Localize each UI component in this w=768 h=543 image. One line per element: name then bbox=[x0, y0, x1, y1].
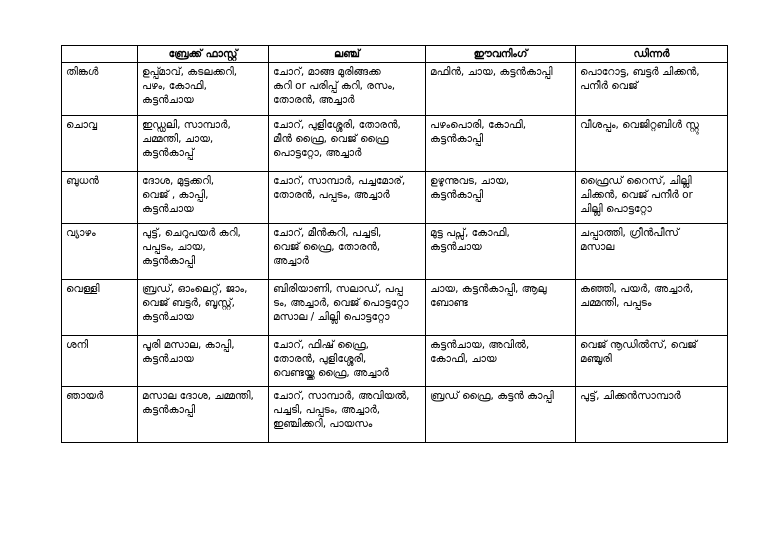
evening-cell bbox=[426, 280, 576, 336]
table-row bbox=[62, 336, 728, 387]
lunch-text: ചോറ്, പുളിശ്ശേരി, തോരൻ, മീൻ ഫ്രൈ, വെജ് ഫ്രൈ പൊട്ടറ്റോ, അച്ചാർ bbox=[273, 119, 401, 159]
breakfast-text: ഇഡ്ഡലി, സാമ്പാർ, ചമ്മന്തി, ചായ, കട്ടൻകാപ്പ് bbox=[142, 119, 231, 159]
dinner-text: ചപ്പാത്തി, ഗ്രീൻപീസ് മസാല bbox=[580, 227, 679, 253]
breakfast-cell bbox=[138, 224, 269, 280]
lunch-cell bbox=[269, 63, 426, 116]
table-row bbox=[62, 387, 728, 443]
day-cell bbox=[62, 172, 138, 224]
evening-cell bbox=[426, 387, 576, 443]
weekly-menu-table bbox=[61, 45, 728, 443]
dinner-text: വീശപ്പം, വെജിറ്റബിൾ സ്റ്റു bbox=[580, 119, 699, 131]
day-cell bbox=[62, 280, 138, 336]
table-row bbox=[62, 116, 728, 172]
breakfast-text: ദോശ, മുട്ടക്കറി, വെജ് , കാപ്പി, കട്ടൻചായ bbox=[142, 175, 215, 215]
day-label: വ്യാഴം bbox=[66, 227, 96, 239]
evening-text: മഫിൻ, ചായ, കട്ടൻകാപ്പി bbox=[430, 66, 553, 78]
evening-cell bbox=[426, 63, 576, 116]
evening-cell bbox=[426, 336, 576, 387]
evening-text: മുട്ട പപ്സ്, കോഫി, കട്ടൻചായ bbox=[430, 227, 510, 253]
header-lunch: ലഞ്ച് bbox=[269, 46, 426, 63]
evening-cell bbox=[426, 116, 576, 172]
day-label: ശനി bbox=[66, 339, 89, 351]
breakfast-cell bbox=[138, 387, 269, 443]
breakfast-text: പൂരി മസാല, കാപ്പി, കട്ടൻചായ bbox=[142, 339, 235, 365]
breakfast-cell bbox=[138, 336, 269, 387]
dinner-cell bbox=[576, 172, 728, 224]
lunch-text: ബിരിയാണി, സലാഡ്, പപ്പ ടം, അച്ചാർ, വെജ് പൊട്ടറ്റോ മസാല / ചില്ലി പൊട്ടറ്റോ bbox=[273, 283, 409, 323]
lunch-cell bbox=[269, 172, 426, 224]
dinner-text: ഫ്രൈഡ് റൈസ്, ചില്ലി ചിക്കൻ, വെജ് പനീർ or ചില്ലി പൊട്ടറ്റോ bbox=[580, 175, 693, 215]
breakfast-text: ബ്രഡ്, ഓംലെറ്റ്, ജാം, വെജ് ബട്ടർ, ബൂസ്റ്റ്, കട്ടൻചായ bbox=[142, 283, 248, 323]
breakfast-cell bbox=[138, 172, 269, 224]
table-row bbox=[62, 280, 728, 336]
evening-text: ബ്രഡ് ഫ്രൈ, കട്ടൻ കാപ്പി bbox=[430, 390, 554, 402]
dinner-cell bbox=[576, 336, 728, 387]
header-day bbox=[62, 46, 138, 63]
header-breakfast: ബ്രേക്ക് ഫാസ്റ്റ് bbox=[138, 46, 269, 63]
lunch-cell bbox=[269, 280, 426, 336]
breakfast-text: പുട്ട്, ചെറുപയർ കറി, പപ്പടം, ചായ, കട്ടൻകാപ്പി bbox=[142, 227, 241, 267]
lunch-text: ചോറ്, മാങ്ങ മുരിങ്ങക്ക കറി or പരിപ്പ് കറി, രസം, തോരൻ, അച്ചാർ bbox=[273, 66, 396, 106]
day-label: തിങ്കൾ bbox=[66, 66, 99, 78]
table-row bbox=[62, 63, 728, 116]
dinner-text: പൊറോട്ട, ബട്ടർ ചിക്കൻ, പനീർ വെജ് bbox=[580, 66, 700, 92]
day-label: വെള്ളി bbox=[66, 283, 100, 295]
header-evening: ഈവനിംഗ് bbox=[426, 46, 576, 63]
day-cell bbox=[62, 336, 138, 387]
dinner-text: കഞ്ഞി, പയർ, അച്ചാർ, ചമ്മന്തി, പപ്പടം bbox=[580, 283, 694, 309]
lunch-cell bbox=[269, 336, 426, 387]
evening-text: കട്ടൻചായ, അവിൽ, കോഫി, ചായ bbox=[430, 339, 530, 365]
lunch-text: ചോറ്, മീൻകറി, പച്ചടി, വെജ് ഫ്രൈ, തോരൻ, അച്ചാർ bbox=[273, 227, 382, 267]
dinner-cell bbox=[576, 224, 728, 280]
lunch-text: ചോറ്, ഫിഷ് ഫ്രൈ, തോരൻ, പുളിശ്ശേരി, വെണ്ടയ്ക്ക ഫ്രൈ, അച്ചാർ bbox=[273, 339, 389, 379]
breakfast-cell bbox=[138, 280, 269, 336]
lunch-text: ചോറ്, സാമ്പാർ, പച്ചമോര്, തോരൻ, പപ്പടം, അച്ചാർ bbox=[273, 175, 406, 201]
header-dinner: ഡിന്നർ bbox=[576, 46, 728, 63]
table-row bbox=[62, 224, 728, 280]
evening-text: ചായ, കട്ടൻകാപ്പി, ആലു ബോണ്ട bbox=[430, 283, 547, 309]
day-cell bbox=[62, 63, 138, 116]
dinner-cell bbox=[576, 63, 728, 116]
breakfast-cell bbox=[138, 116, 269, 172]
breakfast-cell bbox=[138, 63, 269, 116]
dinner-cell bbox=[576, 280, 728, 336]
lunch-cell bbox=[269, 224, 426, 280]
lunch-cell bbox=[269, 116, 426, 172]
dinner-cell bbox=[576, 116, 728, 172]
day-label: ഞായർ bbox=[66, 390, 104, 402]
day-cell bbox=[62, 224, 138, 280]
evening-text: പഴംപൊരി, കോഫി, കട്ടൻകാപ്പി bbox=[430, 119, 527, 145]
dinner-cell bbox=[576, 387, 728, 443]
evening-text: ഉഴുന്നുവട, ചായ, കട്ടൻകാപ്പി bbox=[430, 175, 510, 201]
day-cell bbox=[62, 387, 138, 443]
dinner-text: പുട്ട്, ചിക്കൻസാമ്പാർ bbox=[580, 390, 681, 402]
evening-cell bbox=[426, 224, 576, 280]
breakfast-text: മസാല ദോശ, ചമ്മന്തി, കട്ടൻകാപ്പി bbox=[142, 390, 254, 416]
lunch-cell bbox=[269, 387, 426, 443]
table-row bbox=[62, 172, 728, 224]
evening-cell bbox=[426, 172, 576, 224]
dinner-text: വെജ് നൂഡിൽസ്, വെജ് മഞ്ചൂരി bbox=[580, 339, 697, 365]
lunch-text: ചോറ്, സാമ്പാർ, അവിയൽ, പച്ചടി, പപ്പടം, അച്ചാർ, ഇഞ്ചിക്കറി, പായസം bbox=[273, 390, 410, 430]
day-label: ചൊവ്വ bbox=[66, 119, 98, 131]
header-row bbox=[62, 46, 728, 63]
day-cell bbox=[62, 116, 138, 172]
breakfast-text: ഉപ്പ്മാവ്, കടലക്കറി, പഴം, കോഫി, കട്ടൻചായ bbox=[142, 66, 238, 106]
day-label: ബുധൻ bbox=[66, 175, 99, 187]
